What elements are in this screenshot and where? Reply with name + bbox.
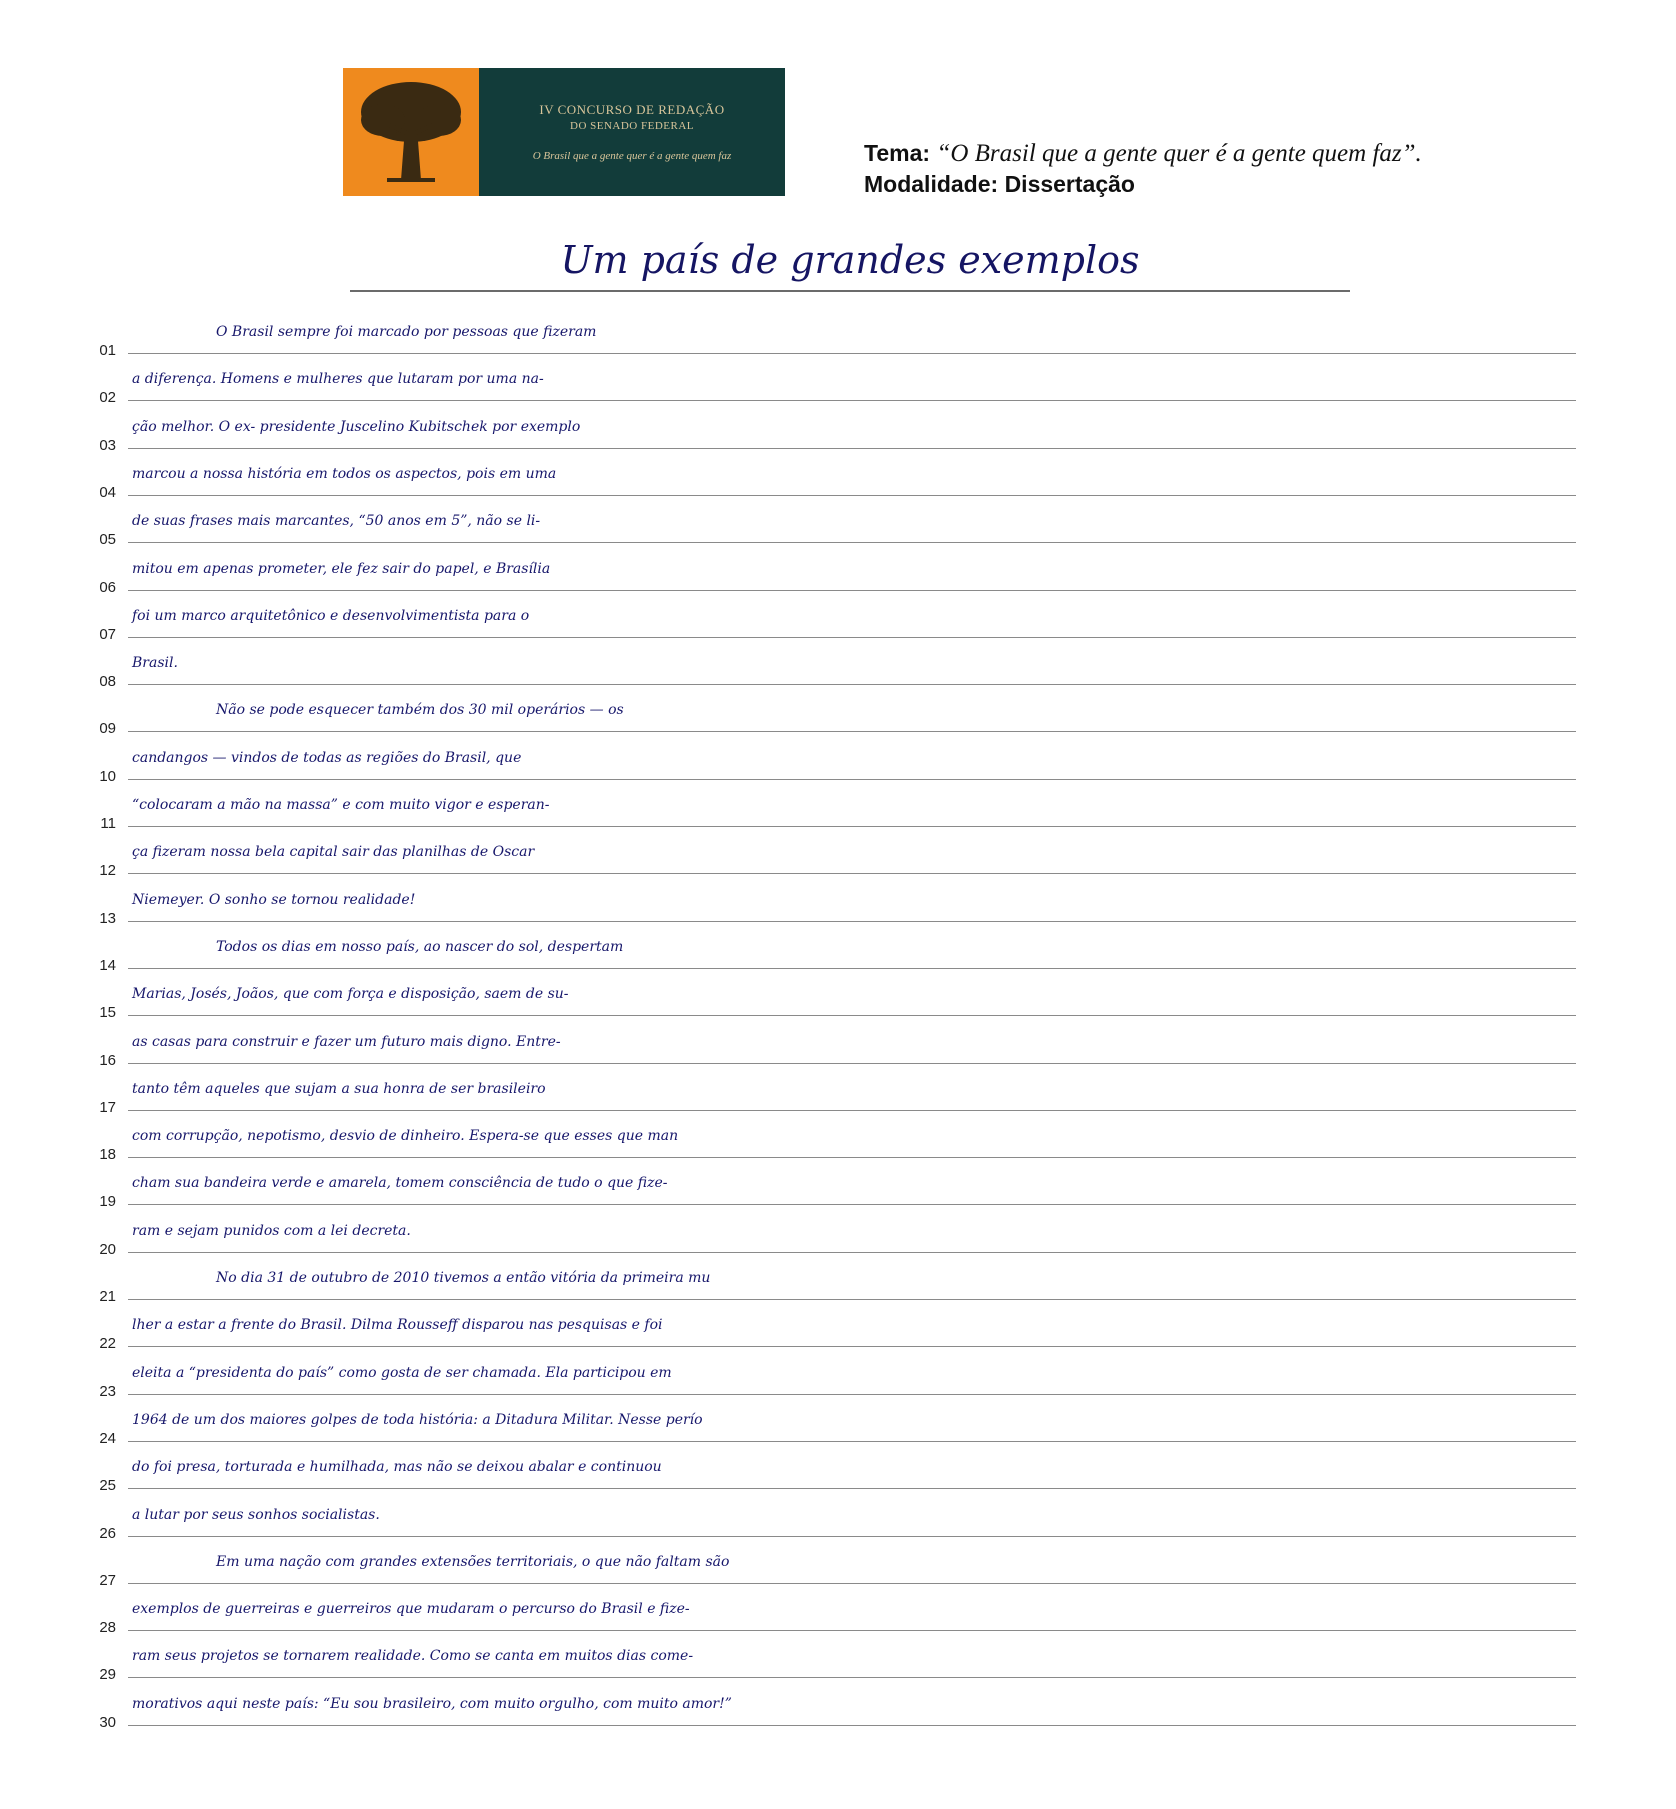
essay-line <box>76 641 1576 689</box>
essay-line <box>76 499 1576 547</box>
line-number: 15 <box>99 1004 116 1022</box>
line-rule <box>128 495 1576 496</box>
line-number: 16 <box>99 1051 116 1069</box>
banner-line-2: DO SENADO FEDERAL <box>570 120 694 132</box>
line-rule <box>128 637 1576 638</box>
line-text: ram e sejam punidos com a lei decreta. <box>132 1222 411 1239</box>
essay-line <box>76 1067 1576 1115</box>
line-text: eleita a “presidenta do país” como gosta de ser chamada. Ela participou em <box>132 1364 672 1381</box>
line-rule <box>128 1677 1576 1678</box>
line-rule <box>128 1441 1576 1442</box>
line-number: 07 <box>99 625 116 643</box>
line-number: 17 <box>99 1098 116 1116</box>
line-text: Não se pode esquecer também dos 30 mil operários — os <box>216 702 624 719</box>
essay-line <box>76 357 1576 405</box>
line-text: morativos aqui neste país: “Eu sou brasileiro, com muito orgulho, com muito amor!” <box>132 1695 732 1712</box>
essay-line <box>76 878 1576 926</box>
line-text: ça fizeram nossa bela capital sair das planilhas de Oscar <box>132 844 535 861</box>
line-text: O Brasil sempre foi marcado por pessoas que fizeram <box>216 324 597 340</box>
line-text: 1964 de um dos maiores golpes de toda história: a Ditadura Militar. Nesse perío <box>132 1411 703 1428</box>
essay-line <box>76 310 1576 358</box>
tema-label: Tema: <box>864 140 931 166</box>
essay-line <box>76 405 1576 453</box>
essay-line <box>76 830 1576 878</box>
modalidade-label: Modalidade: <box>864 171 999 197</box>
line-text: mitou em apenas prometer, ele fez sair do papel, e Brasília <box>132 560 551 577</box>
essay-line <box>76 783 1576 831</box>
line-number: 05 <box>99 531 116 549</box>
line-text: de suas frases mais marcantes, “50 anos em 5”, não se li- <box>132 513 541 530</box>
essay-title: Um país de grandes exemplos <box>560 238 1140 282</box>
line-rule <box>128 448 1576 449</box>
essay-line <box>76 1161 1576 1209</box>
line-rule <box>128 1299 1576 1300</box>
line-text: tanto têm aqueles que sujam a sua honra de ser brasileiro <box>132 1080 546 1097</box>
line-number: 21 <box>99 1288 116 1305</box>
line-number: 09 <box>99 720 116 738</box>
line-number: 13 <box>99 909 116 927</box>
essay-line <box>76 1256 1576 1304</box>
line-number: 06 <box>99 578 116 596</box>
line-rule <box>128 968 1576 969</box>
title-rule <box>350 290 1350 292</box>
essay-line <box>76 972 1576 1020</box>
line-number: 25 <box>99 1477 116 1495</box>
line-number: 22 <box>99 1335 116 1353</box>
essay-line <box>76 1351 1576 1399</box>
tema-row <box>864 138 1654 169</box>
essay-header <box>864 138 1654 200</box>
essay-line <box>76 1445 1576 1493</box>
line-text: do foi presa, torturada e humilhada, mas não se deixou abalar e continuou <box>132 1459 662 1476</box>
line-rule <box>128 1488 1576 1489</box>
essay-line <box>76 1114 1576 1162</box>
essay-line <box>76 1398 1576 1446</box>
line-rule <box>128 1157 1576 1158</box>
line-rule <box>128 1725 1576 1726</box>
essay-line <box>76 452 1576 500</box>
modalidade-row <box>864 169 1654 200</box>
contest-banner <box>343 68 785 196</box>
line-rule <box>128 1204 1576 1205</box>
line-number: 18 <box>99 1146 116 1164</box>
line-number: 28 <box>99 1619 116 1637</box>
line-rule <box>128 731 1576 732</box>
banner-line-1: IV CONCURSO DE REDAÇÃO <box>539 102 725 117</box>
line-number: 19 <box>99 1193 116 1211</box>
line-text: marcou a nossa história em todos os aspectos, pois em uma <box>132 465 557 482</box>
line-text: ram seus projetos se tornarem realidade. Como se canta em muitos dias come- <box>132 1648 694 1665</box>
line-text: foi um marco arquitetônico e desenvolvimentista para o <box>132 607 530 624</box>
line-text: cham sua bandeira verde e amarela, tomem consciência de tudo o que fize- <box>132 1175 668 1192</box>
line-number: 02 <box>99 389 116 407</box>
line-number: 03 <box>99 436 116 454</box>
line-number: 27 <box>99 1571 116 1589</box>
line-text: exemplos de guerreiras e guerreiros que mudaram o percurso do Brasil e fize- <box>132 1601 690 1618</box>
essay-line <box>76 1020 1576 1068</box>
line-text: Marias, Josés, Joãos, que com força e disposição, saem de su- <box>132 986 569 1003</box>
line-text: a diferença. Homens e mulheres que lutaram por uma na- <box>132 371 544 388</box>
line-number: 04 <box>99 483 116 501</box>
essay-line <box>76 547 1576 595</box>
line-text: as casas para construir e fazer um futuro mais digno. Entre- <box>132 1033 561 1050</box>
line-number: 24 <box>99 1429 116 1447</box>
line-rule <box>128 1630 1576 1631</box>
essay-line <box>76 1493 1576 1541</box>
line-number: 11 <box>100 815 116 832</box>
line-number: 26 <box>99 1524 116 1542</box>
line-text: candangos — vindos de todas as regiões do Brasil, que <box>132 749 522 766</box>
line-rule <box>128 353 1576 354</box>
line-number: 29 <box>99 1666 116 1684</box>
line-text: ção melhor. O ex- presidente Juscelino Kubitschek por exemplo <box>132 418 581 435</box>
essay-line <box>76 736 1576 784</box>
banner-text <box>479 68 785 196</box>
line-rule <box>128 1346 1576 1347</box>
line-text: com corrupção, nepotismo, desvio de dinheiro. Espera-se que esses que man <box>132 1128 679 1145</box>
essay-line <box>76 1682 1576 1730</box>
line-rule <box>128 873 1576 874</box>
essay-line <box>76 1303 1576 1351</box>
line-text: “colocaram a mão na massa” e com muito vigor e esperan- <box>132 797 550 813</box>
line-rule <box>128 921 1576 922</box>
line-number: 30 <box>99 1713 116 1731</box>
line-rule <box>128 400 1576 401</box>
essay-line <box>76 925 1576 973</box>
line-rule <box>128 826 1576 827</box>
line-text: Brasil. <box>132 655 178 672</box>
line-rule <box>128 1015 1576 1016</box>
line-text: Niemeyer. O sonho se tornou realidade! <box>132 891 416 908</box>
essay-line <box>76 1540 1576 1588</box>
tree-icon <box>343 68 479 196</box>
essay-line <box>76 688 1576 736</box>
line-number: 23 <box>99 1382 116 1400</box>
line-rule <box>128 684 1576 685</box>
line-rule <box>128 1252 1576 1253</box>
tree-logo <box>343 68 479 196</box>
essay-line <box>76 1209 1576 1257</box>
line-rule <box>128 779 1576 780</box>
line-number: 08 <box>99 673 116 691</box>
banner-tagline: O Brasil que a gente quer é a gente quem faz <box>532 150 732 162</box>
line-number: 10 <box>99 767 116 785</box>
essay-line <box>76 594 1576 642</box>
line-rule <box>128 1536 1576 1537</box>
tema-value: “O Brasil que a gente quer é a gente quem faz”. <box>936 140 1422 167</box>
line-number: 14 <box>99 956 116 974</box>
line-rule <box>128 1583 1576 1584</box>
essay-line <box>76 1634 1576 1682</box>
line-text: a lutar por seus sonhos socialistas. <box>132 1506 380 1523</box>
line-text: Todos os dias em nosso país, ao nascer do sol, despertam <box>216 938 624 955</box>
line-rule <box>128 1110 1576 1111</box>
line-rule <box>128 1394 1576 1395</box>
line-number: 20 <box>99 1240 116 1258</box>
line-number: 12 <box>99 862 116 880</box>
essay-line <box>76 1587 1576 1635</box>
line-text: Em uma nação com grandes extensões territoriais, o que não faltam são <box>216 1553 730 1570</box>
line-rule <box>128 1063 1576 1064</box>
line-number: 01 <box>99 342 116 359</box>
line-text: No dia 31 de outubro de 2010 tivemos a então vitória da primeira mu <box>216 1270 711 1286</box>
modalidade-value: Dissertação <box>1004 171 1135 197</box>
line-rule <box>128 590 1576 591</box>
line-rule <box>128 542 1576 543</box>
line-text: lher a estar a frente do Brasil. Dilma Rousseff disparou nas pesquisas e foi <box>132 1317 663 1334</box>
